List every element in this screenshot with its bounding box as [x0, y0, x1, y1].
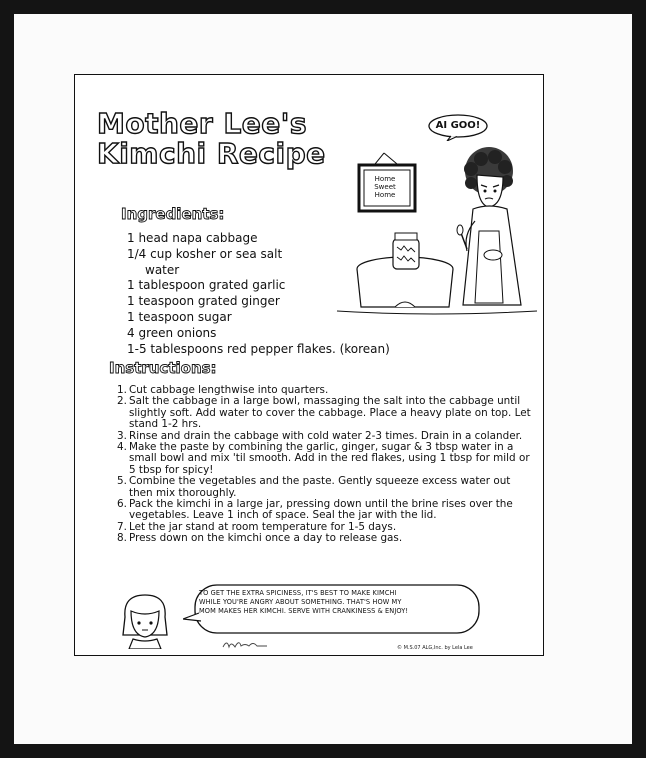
- step-number: 1.: [117, 384, 127, 396]
- step-text: Cut cabbage lengthwise into quarters.: [129, 384, 329, 396]
- step-text: Make the paste by combining the garlic, ginger, sugar & 3 tbsp water in a small bowl and mix 'til smooth. Add in the red flakes, using 1 tbsp for mild or 5 tbsp for spicy!: [129, 441, 530, 476]
- step-text: Press down on the kimchi once a day to release gas.: [129, 532, 403, 545]
- note-line-3: MOM MAKES HER KIMCHI. SERVE WITH CRANKINESS & ENJOY!: [199, 607, 409, 615]
- step-number: 6.: [117, 498, 127, 511]
- step-text: Let the jar stand at room temperature for 1-5 days.: [129, 520, 397, 533]
- step-number: 8.: [117, 532, 127, 545]
- step-number: 7.: [117, 520, 127, 533]
- speech-top-text: AI GOO!: [435, 120, 481, 131]
- instruction-step: [117, 476, 537, 499]
- ingredients-heading: Ingredients:: [121, 205, 225, 223]
- ingredient-item: 4 green onions: [127, 325, 217, 340]
- sign-line-1: Home: [374, 175, 396, 183]
- step-number: 5.: [117, 475, 127, 488]
- bottom-note-text: [199, 589, 475, 616]
- ingredient-item: 1 teaspoon sugar: [127, 309, 232, 324]
- instruction-step: [117, 499, 537, 522]
- step-number: 2.: [117, 395, 127, 408]
- recipe-artwork: [74, 74, 544, 656]
- recipe-title: [97, 109, 326, 169]
- ingredient-item: 1-5 tablespoons red pepper flakes. (korean): [127, 341, 390, 356]
- sign-line-3: Home: [374, 191, 396, 199]
- ingredient-item: 1 teaspoon grated ginger: [127, 294, 280, 309]
- instruction-step: [117, 442, 537, 476]
- title-line-2: Kimchi Recipe: [97, 137, 326, 170]
- step-text: Pack the kimchi in a large jar, pressing down until the brine rises over the vegetables. Leave 1 inch of space. Seal the jar with the lid.: [129, 498, 513, 522]
- title-line-1: Mother Lee's: [97, 107, 308, 140]
- copyright-credit: © M.S.07 ALG,Inc. by Lela Lee: [397, 645, 473, 651]
- instructions-list: [117, 385, 537, 545]
- step-text: Combine the vegetables and the paste. Gently squeeze excess water out then mix thoroughly.: [129, 475, 511, 499]
- step-text: Salt the cabbage in a large bowl, massaging the salt into the cabbage until slightly soft. Add water to cover the cabbage. Place a heavy plate on top. Let stand 1-2 hrs.: [129, 395, 531, 431]
- instruction-step: [117, 533, 537, 544]
- girl-character-illustration: [117, 591, 173, 649]
- step-text: Rinse and drain the cabbage with cold water 2-3 times. Drain in a colander.: [129, 429, 523, 442]
- ingredient-item: 1 head napa cabbage: [127, 231, 258, 245]
- note-line-2: WHILE YOU'RE ANGRY ABOUT SOMETHING. THAT'S HOW MY: [199, 598, 402, 606]
- ingredients-list: [127, 231, 390, 357]
- note-line-1: TO GET THE EXTRA SPICINESS, IT'S BEST TO MAKE KIMCHI: [199, 589, 397, 597]
- sign-line-2: Sweet: [374, 183, 396, 191]
- step-number: 4.: [117, 441, 127, 454]
- ingredient-item: water: [145, 262, 180, 277]
- home-sweet-home-sign: [365, 175, 405, 199]
- step-number: 3.: [117, 429, 127, 442]
- ingredient-item: 1/4 cup kosher or sea salt: [127, 246, 283, 261]
- ingredient-item: 1 tablespoon grated garlic: [127, 278, 286, 293]
- artist-signature: [221, 637, 269, 651]
- instructions-heading: Instructions:: [109, 359, 217, 377]
- instruction-step: [117, 396, 537, 430]
